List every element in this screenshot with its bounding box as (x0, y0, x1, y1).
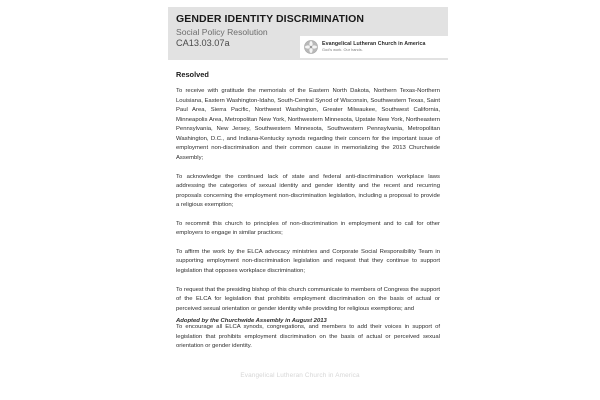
organization-tagline: God's work. Our hands. (322, 47, 363, 53)
footer-watermark: Evangelical Lutheran Church in America (240, 372, 360, 379)
section-heading-resolved: Resolved (176, 70, 209, 79)
page-title: GENDER IDENTITY DISCRIMINATION (176, 13, 365, 25)
resolution-paragraph: To request that the presiding bishop of this church communicate to members of Congress the support of the ELCA for legislation that prohibits employment discrimination on the basis of actual or perceived sexual orientation or gender identity while providing for religious exemptions; and (176, 286, 440, 312)
resolution-paragraph: To receive with gratitude the memorials of the Eastern North Dakota, Northern Texas-Northern Louisiana, Eastern Washington-Idaho, South-Central Synod of Wisconsin, Southwestern Texas, Saint Paul Area, Sierra Pacific, Northwest Washington, Greater Milwaukee, Southwest California, Minneapolis Area, Metropolitan New York, Northwestern Minnesota, Upstate New York, Northeastern Pennsylvania, New Jersey, Southwestern Minnesota, Southwestern Pennsylvania, Metropolitan Washington, D.C., and Indiana-Kentucky synods regarding their concern for the important issue of employment non-discrimination and their common cause in memorializing the 2013 Churchwide Assembly; (176, 88, 440, 161)
document-code: CA13.03.07a (176, 38, 230, 48)
resolution-paragraph: To encourage all ELCA synods, congregations, and members to add their voices in support of legislation that prohibits employment discrimination on the basis of actual or perceived sexual orientation or gender identity. (176, 324, 440, 350)
organization-name: Evangelical Lutheran Church in America (322, 40, 426, 47)
resolution-paragraph: To affirm the work by the ELCA advocacy ministries and Corporate Social Responsibility Team in supporting employment non-discrimination legislation and request that they continue to support legislation that opposes workplace discrimination; (176, 248, 440, 274)
organization-logo (300, 36, 448, 58)
document-page (152, 0, 448, 400)
resolution-paragraph: To recommit this church to principles of non-discrimination in employment and to call for other employers to engage in similar practices; (176, 220, 440, 237)
elca-cross-globe-icon (304, 40, 318, 54)
adoption-statement: Adopted by the Churchwide Assembly in August 2013 (176, 318, 327, 324)
resolution-paragraph: To acknowledge the continued lack of state and federal anti-discrimination workplace laws addressing the categories of sexual identity and gender identity and the recent and recurring proposals concerning the employment non-discrimination legislation, including a proposal to provide a religious exemption; (176, 173, 440, 209)
document-subtitle: Social Policy Resolution (176, 27, 268, 37)
